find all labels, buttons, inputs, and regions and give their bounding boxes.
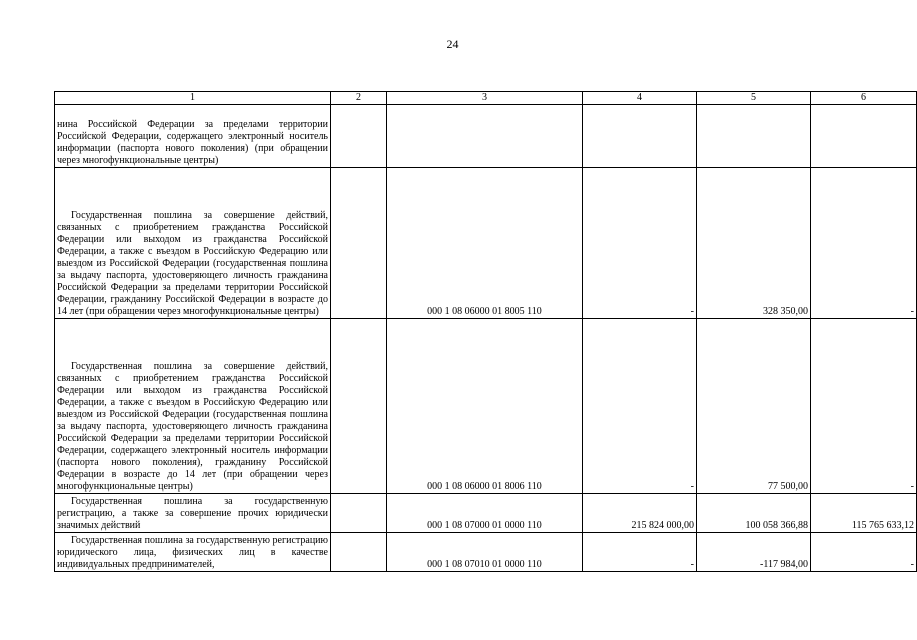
row-col6: -: [811, 168, 917, 319]
row-col6: [811, 105, 917, 168]
column-header: 5: [697, 92, 811, 105]
row-code: 000 1 08 06000 01 8005 110: [387, 168, 583, 319]
row-col4: 215 824 000,00: [583, 494, 697, 533]
row-description: Государственная пошлина за совершение действий, связанных с приобретением гражданства Российской Федерации или выходом из гражданства Российской Федерации, а также с въездом в Российскую Федерацию или выездом из Российской Федерации (государственная пошлина за выдачу паспорта, удостоверяющего личность гражданина Российской Федерации за пределами территории Российской Федерации, гражданину Российской Федерации в возрасте до 14 лет (при обращении через многофункциональные центры): [55, 168, 331, 319]
row-col4: -: [583, 319, 697, 494]
row-col5: 100 058 366,88: [697, 494, 811, 533]
row-description: Государственная пошлина за государственную регистрацию, а также за совершение прочих юридически значимых действий: [55, 494, 331, 533]
column-header: 3: [387, 92, 583, 105]
budget-table: [54, 91, 917, 572]
row-col4: -: [583, 168, 697, 319]
row-description: Государственная пошлина за совершение действий, связанных с приобретением гражданства Российской Федерации или выходом из гражданства Российской Федерации, а также с въездом в Российскую Федерацию или выездом из Российской Федерации (государственная пошлина за выдачу паспорта, удостоверяющего личность гражданина Российской Федерации за пределами территории Российской Федерации, содержащего электронный носитель информации (паспорта нового поколения), гражданину Российской Федерации в возрасте до 14 лет (при обращении через многофункциональные центры): [55, 319, 331, 494]
row-col2: [331, 494, 387, 533]
row-col6: -: [811, 319, 917, 494]
row-col4: -: [583, 533, 697, 572]
column-header: 6: [811, 92, 917, 105]
column-header: 1: [55, 92, 331, 105]
row-col4: [583, 105, 697, 168]
row-col5: 328 350,00: [697, 168, 811, 319]
table-row: [55, 168, 917, 319]
column-header: 2: [331, 92, 387, 105]
row-col2: [331, 533, 387, 572]
row-col2: [331, 319, 387, 494]
row-description: Государственная пошлина за государственную регистрацию юридического лица, физических лиц в качестве индивидуальных предпринимателей,: [55, 533, 331, 572]
table-row: [55, 533, 917, 572]
row-code: [387, 105, 583, 168]
row-col5: -117 984,00: [697, 533, 811, 572]
table-row: [55, 319, 917, 494]
row-col2: [331, 105, 387, 168]
page-number: 24: [446, 37, 459, 51]
row-col6: 115 765 633,12: [811, 494, 917, 533]
row-code: 000 1 08 06000 01 8006 110: [387, 319, 583, 494]
row-code: 000 1 08 07010 01 0000 110: [387, 533, 583, 572]
row-description: нина Российской Федерации за пределами территории Российской Федерации, содержащего электронный носитель информации (паспорта нового поколения) (при обращении через многофункциональные центры): [55, 105, 331, 168]
row-col5: [697, 105, 811, 168]
table-header-row: [55, 92, 917, 105]
table-row: [55, 494, 917, 533]
row-col6: -: [811, 533, 917, 572]
column-header: 4: [583, 92, 697, 105]
table-row: [55, 105, 917, 168]
row-col5: 77 500,00: [697, 319, 811, 494]
row-code: 000 1 08 07000 01 0000 110: [387, 494, 583, 533]
row-col2: [331, 168, 387, 319]
